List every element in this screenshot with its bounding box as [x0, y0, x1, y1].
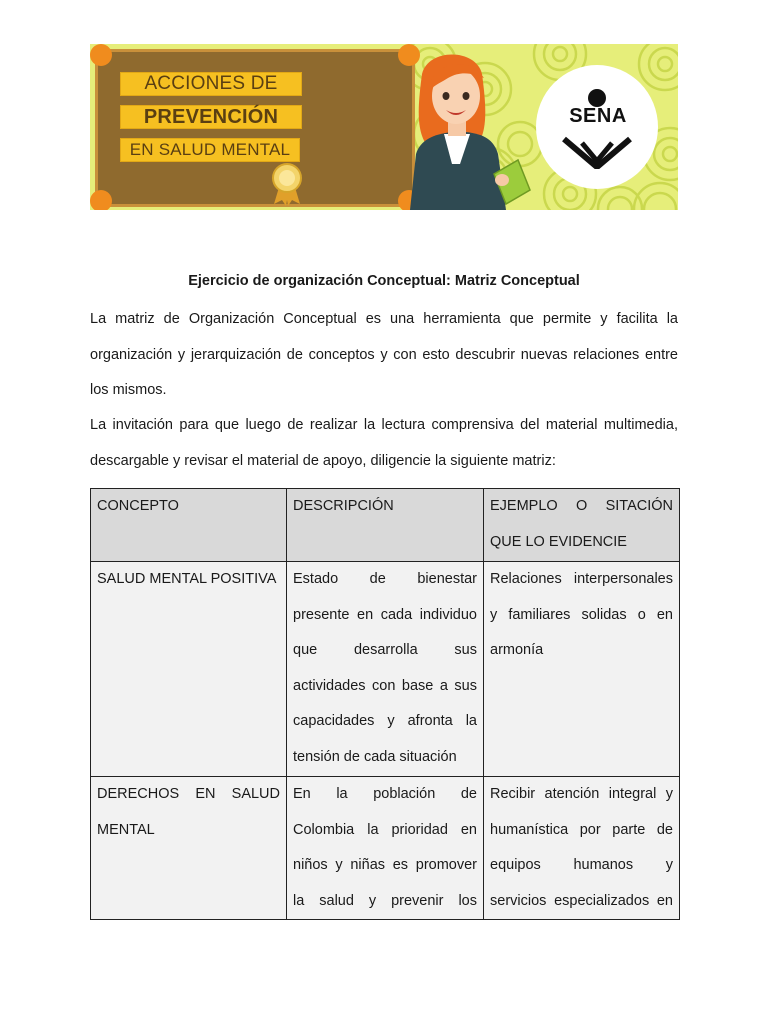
table-cell-example: Relaciones interpersonales y familiares solidas o en armonía	[484, 562, 680, 777]
board-line-1: ACCIONES DE	[120, 72, 302, 96]
table-cell-description: En la población de Colombia la prioridad en niños y niñas es promover la salud y prevenir los	[287, 777, 484, 920]
medal-icon	[270, 162, 304, 206]
table-header-row	[91, 489, 680, 562]
sena-logo-icon	[554, 87, 640, 169]
sena-logo-text: SENA	[569, 105, 627, 127]
header-ejemplo: EJEMPLO O SITACIÓN QUE LO EVIDENCIE	[484, 489, 680, 562]
intro-paragraph: La matriz de Organización Conceptual es una herramienta que permite y facilita la organización y jerarquización de conceptos y con esto descubrir nuevas relaciones entre los mismos.	[90, 311, 678, 398]
instruction-paragraph: La invitación para que luego de realizar la lectura comprensiva del material multimedia, descargable y revisar el material de apoyo, diligencie la siguiente matriz:	[90, 417, 678, 469]
table-cell-concept: SALUD MENTAL POSITIVA	[91, 562, 287, 777]
document-title: Ejercicio de organización Conceptual: Matriz Conceptual	[188, 273, 580, 289]
table-cell-example: Recibir atención integral y humanística por parte de equipos humanos y servicios especializados en	[484, 777, 680, 920]
title-board	[95, 49, 415, 207]
board-line-2: PREVENCIÓN	[120, 105, 302, 129]
conceptual-matrix-table	[90, 488, 680, 920]
woman-illustration	[390, 44, 550, 210]
board-line-3: EN SALUD MENTAL	[120, 138, 300, 162]
header-banner	[90, 44, 678, 210]
header-descripcion: DESCRIPCIÓN	[287, 489, 484, 562]
table-cell-concept: DERECHOS EN SALUD MENTAL	[91, 777, 287, 920]
table-row	[91, 562, 680, 777]
header-concepto: CONCEPTO	[91, 489, 287, 562]
table-cell-description: Estado de bienestar presente en cada individuo que desarrolla sus actividades con base a sus capacidades y afronta la tensión de cada situación	[287, 562, 484, 777]
sena-logo	[536, 65, 658, 189]
table-row	[91, 777, 680, 920]
